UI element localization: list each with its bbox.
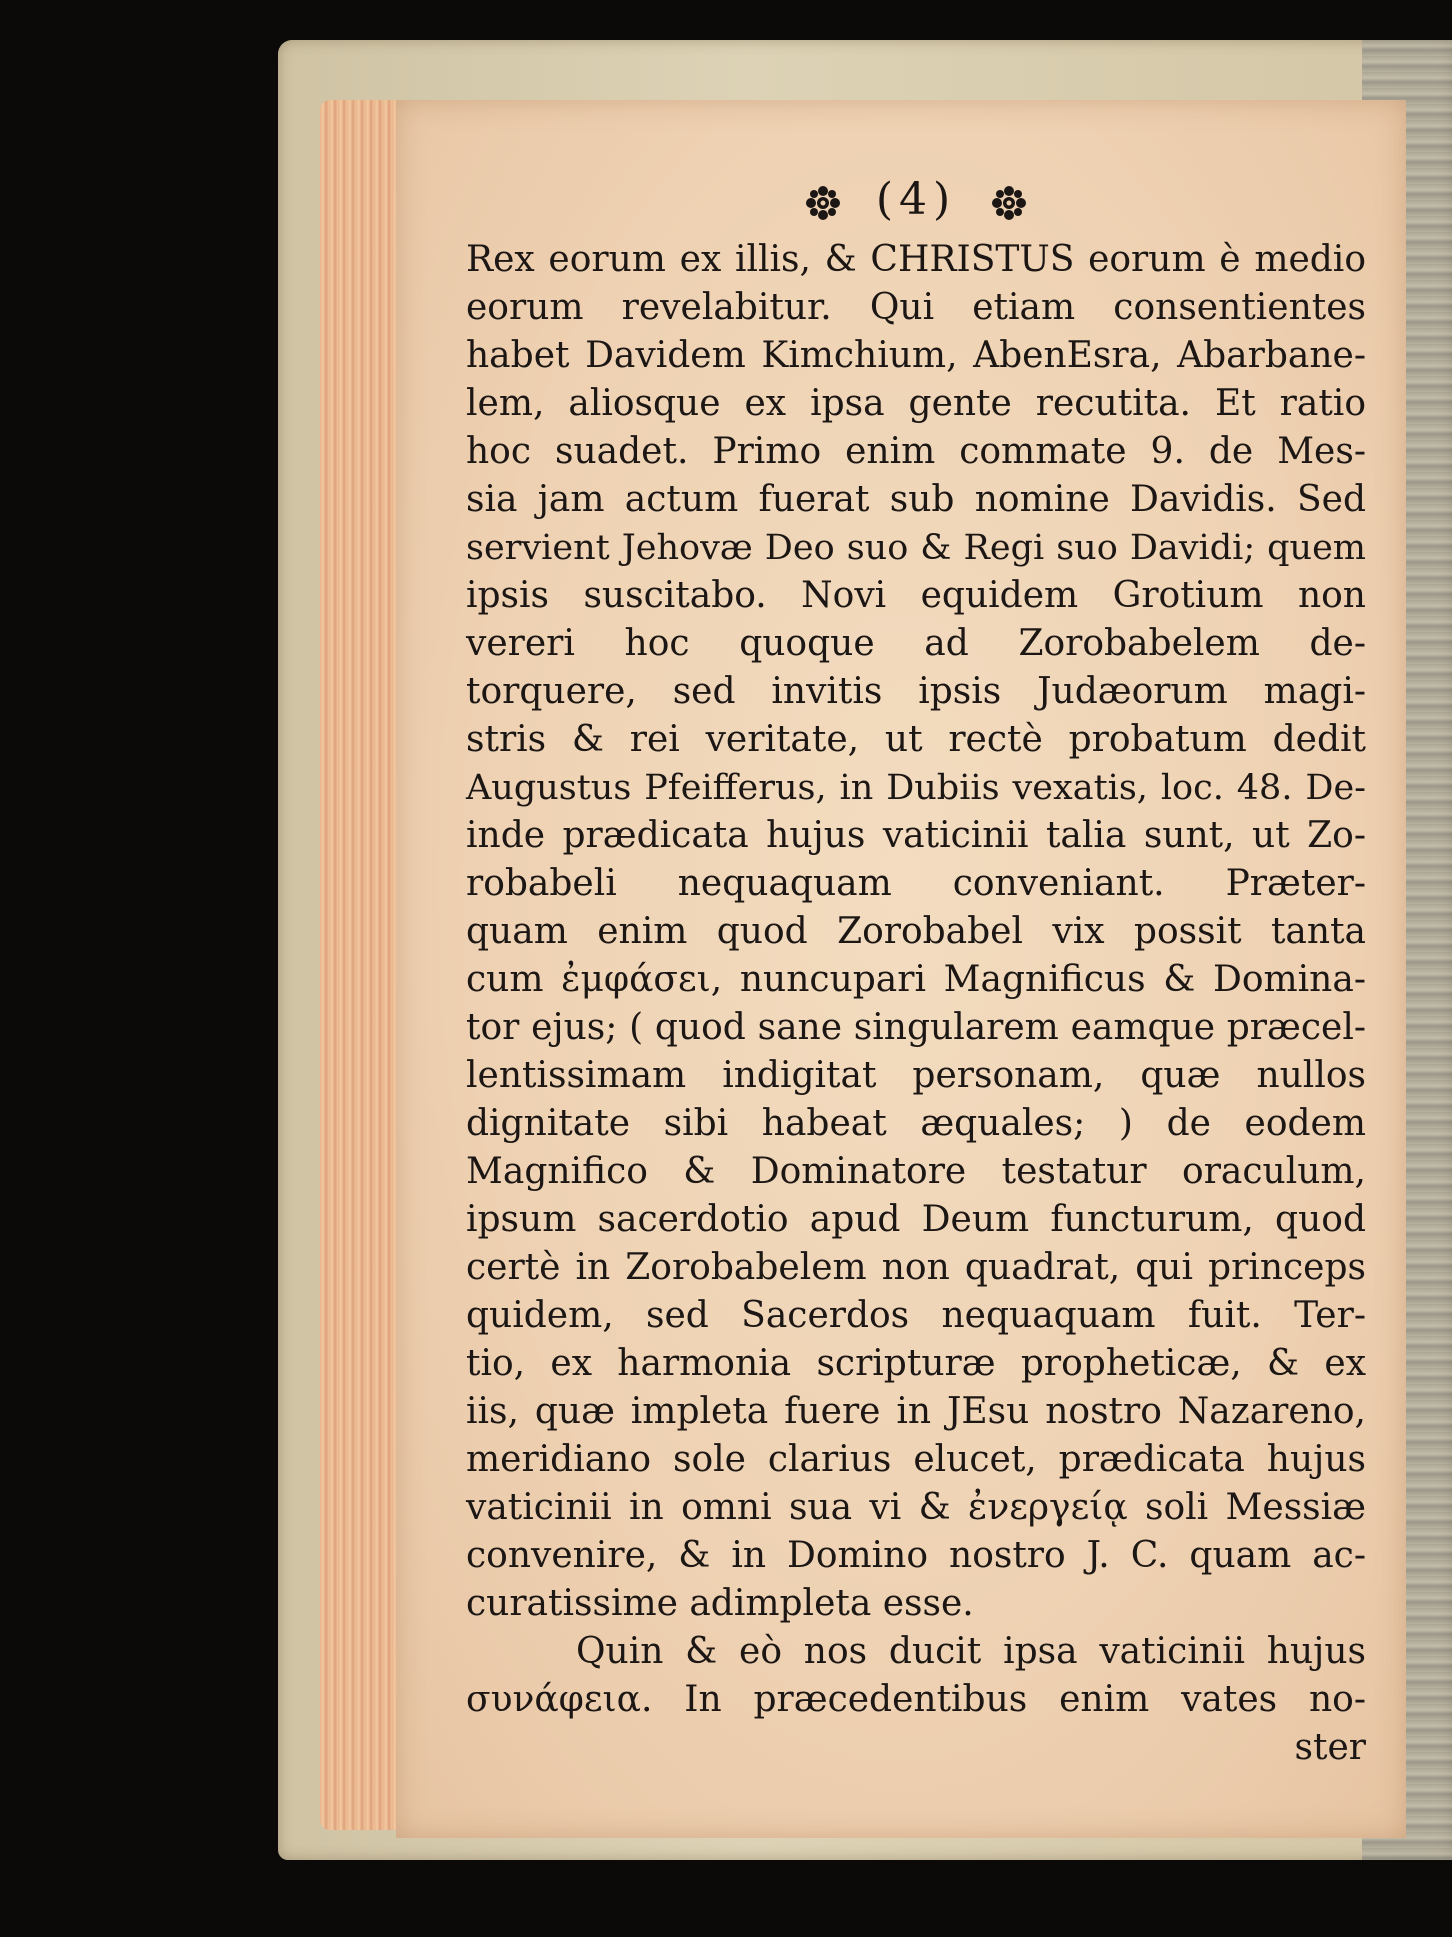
text-line: tor ejus; ( quod sane singularem eamque præcel-	[466, 1007, 1366, 1048]
text-line: Magnifico & Dominatore testatur oraculum,	[466, 1151, 1366, 1192]
text-line: cum ἐμφάσει, nuncupari Magnificus & Domina-	[466, 959, 1366, 1000]
text-line: ipsis suscitabo. Novi equidem Grotium non	[466, 575, 1366, 616]
text-line: certè in Zorobabelem non quadrat, qui princeps	[466, 1247, 1366, 1288]
text-line: habet Davidem Kimchium, AbenEsra, Abarbane-	[466, 335, 1366, 376]
running-header	[466, 170, 1366, 230]
text-line: ipsum sacerdotio apud Deum functurum, quod	[466, 1199, 1366, 1240]
catchword: ster	[1294, 1727, 1366, 1768]
text-line: convenire, & in Domino nostro J. C. quam ac-	[466, 1535, 1366, 1576]
text-line: quidem, sed Sacerdos nequaquam fuit. Ter-	[466, 1295, 1366, 1336]
text-line: meridiano sole clarius elucet, prædicata hujus	[466, 1439, 1366, 1480]
text-line: Rex eorum ex illis, & CHRISTUS eorum è medio	[466, 239, 1366, 280]
text-line: Quin & eò nos ducit ipsa vaticinii hujus	[576, 1631, 1366, 1672]
text-line: vaticinii in omni sua vi & ἐνεργείᾳ soli Messiæ	[466, 1487, 1366, 1528]
page-text-block	[466, 170, 1366, 1772]
flower-ornament-icon	[992, 186, 1026, 220]
text-line: sia jam actum fuerat sub nomine Davidis. Sed	[466, 479, 1366, 520]
text-line: tio, ex harmonia scripturæ propheticæ, & ex	[466, 1343, 1366, 1384]
text-line: stris & rei veritate, ut rectè probatum dedit	[466, 719, 1366, 760]
page-number: (4)	[875, 174, 957, 225]
text-line: vereri hoc quoque ad Zorobabelem de-	[466, 623, 1366, 664]
text-line: torquere, sed invitis ipsis Judæorum magi-	[466, 671, 1366, 712]
text-line: robabeli nequaquam conveniant. Præter-	[466, 863, 1366, 904]
flower-ornament-icon	[806, 186, 840, 220]
text-line: iis, quæ impleta fuere in JEsu nostro Nazareno,	[466, 1391, 1366, 1432]
text-line: hoc suadet. Primo enim commate 9. de Mes-	[466, 431, 1366, 472]
text-line: quam enim quod Zorobabel vix possit tanta	[466, 911, 1366, 952]
text-line: lentissimam indigitat personam, quæ nullos	[466, 1055, 1366, 1096]
text-line: dignitate sibi habeat æquales; ) de eodem	[466, 1103, 1366, 1144]
text-line: curatissime adimpleta esse.	[466, 1583, 974, 1624]
text-line: servient Jehovæ Deo suo & Regi suo Davidi; quem	[466, 528, 1366, 568]
text-line: Augustus Pfeifferus, in Dubiis vexatis, loc. 48. De-	[466, 768, 1366, 808]
text-line: συνάφεια. In præcedentibus enim vates no-	[466, 1679, 1366, 1720]
book-page	[396, 100, 1406, 1838]
text-line: inde prædicata hujus vaticinii talia sunt, ut Zo-	[466, 815, 1366, 856]
text-line: lem, aliosque ex ipsa gente recutita. Et ratio	[466, 383, 1366, 424]
text-line: eorum revelabitur. Qui etiam consentientes	[466, 287, 1366, 328]
